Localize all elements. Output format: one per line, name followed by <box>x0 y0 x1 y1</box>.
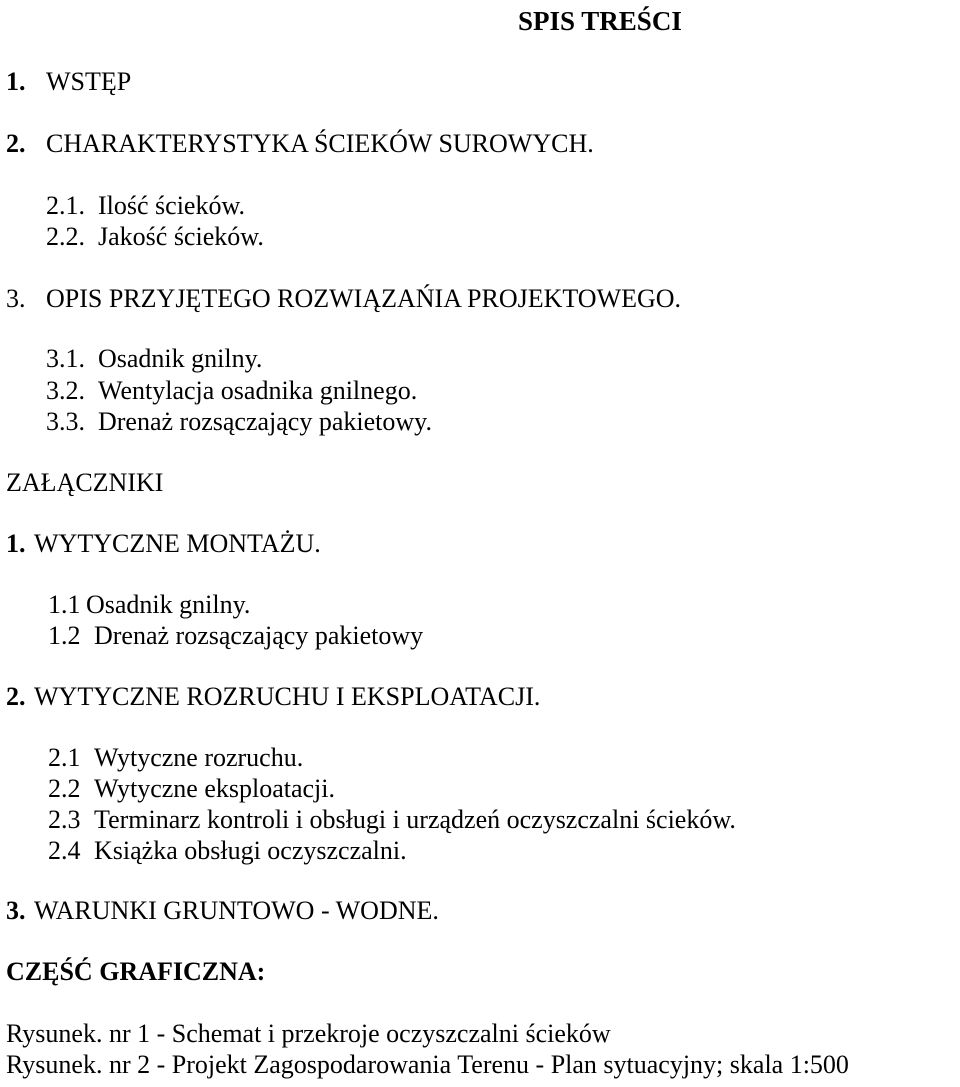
toc-number: 2.4 <box>48 836 81 865</box>
figure-entry-1[interactable]: Rysunek. nr 1 - Schemat i przekroje oczyszczalni ścieków <box>6 1019 611 1048</box>
toc-entry-2-1[interactable] <box>46 191 245 221</box>
toc-label: Osadnik gnilny. <box>98 344 263 373</box>
toc-entry-2-2[interactable] <box>46 222 264 252</box>
attachment-entry-3[interactable] <box>6 896 439 926</box>
toc-label: CHARAKTERYSTYKA ŚCIEKÓW SUROWYCH. <box>46 129 594 158</box>
toc-number: 2.2 <box>48 774 81 803</box>
toc-number: 3. <box>6 896 26 925</box>
toc-number: 2.1 <box>48 743 81 772</box>
toc-entry-3[interactable] <box>6 284 681 314</box>
graphics-heading: CZĘŚĆ GRAFICZNA: <box>6 957 266 986</box>
toc-number: 2.2. <box>46 222 85 251</box>
toc-entry-3-2[interactable] <box>46 376 417 406</box>
toc-entry-2[interactable] <box>6 129 594 159</box>
attachment-entry-2[interactable] <box>6 682 540 712</box>
toc-label: Wytyczne rozruchu. <box>94 743 304 772</box>
toc-label: WYTYCZNE MONTAŻU. <box>34 529 321 558</box>
toc-number: 3. <box>6 284 26 313</box>
toc-number: 2.3 <box>48 805 81 834</box>
attachment-entry-2-1[interactable] <box>48 743 303 773</box>
toc-number: 1. <box>6 67 26 96</box>
attachment-entry-1[interactable] <box>6 529 321 559</box>
toc-label: Terminarz kontroli i obsługi i urządzeń oczyszczalni ścieków. <box>94 805 736 834</box>
toc-label: Drenaż rozsączający pakietowy <box>94 621 424 650</box>
attachment-entry-2-3[interactable] <box>48 805 736 835</box>
toc-entry-1[interactable] <box>6 67 131 97</box>
toc-label: Osadnik gnilny. <box>86 590 251 619</box>
figure-entry-2[interactable]: Rysunek. nr 2 - Projekt Zagospodarowania Terenu - Plan sytuacyjny; skala 1:500 <box>6 1050 849 1079</box>
toc-entry-3-1[interactable] <box>46 344 262 374</box>
page-title: SPIS TREŚCI <box>518 6 682 36</box>
attachment-entry-1-2[interactable] <box>48 621 423 651</box>
attachment-entry-2-4[interactable] <box>48 836 407 866</box>
toc-label: WARUNKI GRUNTOWO - WODNE. <box>34 896 439 925</box>
toc-number: 3.2. <box>46 376 85 405</box>
toc-label: Drenaż rozsączający pakietowy. <box>98 407 432 436</box>
toc-number: 3.1. <box>46 344 85 373</box>
toc-number: 2. <box>6 682 26 711</box>
attachments-heading: ZAŁĄCZNIKI <box>6 468 164 497</box>
toc-entry-3-3[interactable] <box>46 407 432 437</box>
toc-number: 2. <box>6 129 26 158</box>
attachment-entry-2-2[interactable] <box>48 774 335 804</box>
toc-label: Ilość ścieków. <box>98 191 246 220</box>
attachment-entry-1-1[interactable] <box>48 590 250 620</box>
toc-number: 1.1 <box>48 590 81 619</box>
toc-number: 1. <box>6 529 26 558</box>
toc-label: Wytyczne eksploatacji. <box>94 774 335 803</box>
toc-label: Jakość ścieków. <box>98 222 264 251</box>
toc-label: OPIS PRZYJĘTEGO ROZWIĄZAŃIA PROJEKTOWEGO. <box>46 284 682 313</box>
toc-number: 2.1. <box>46 191 85 220</box>
toc-number: 1.2 <box>48 621 81 650</box>
toc-label: WYTYCZNE ROZRUCHU I EKSPLOATACJI. <box>34 682 541 711</box>
toc-label: Wentylacja osadnika gnilnego. <box>98 376 418 405</box>
toc-label: Książka obsługi oczyszczalni. <box>94 836 407 865</box>
toc-number: 3.3. <box>46 407 85 436</box>
toc-label: WSTĘP <box>46 67 132 96</box>
